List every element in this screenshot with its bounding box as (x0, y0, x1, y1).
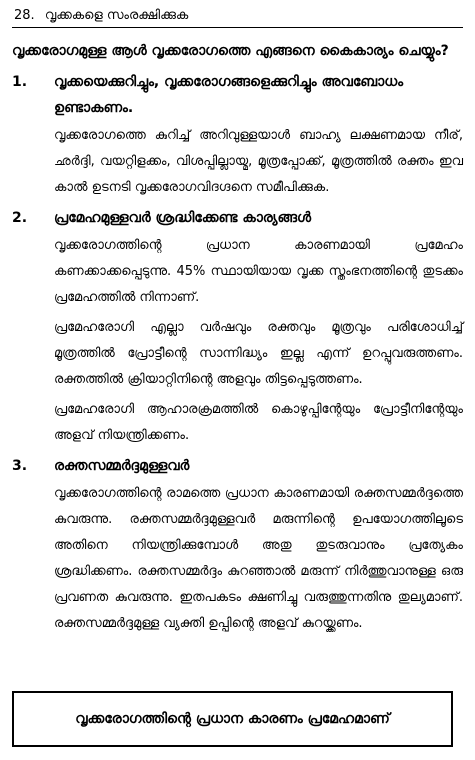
section-number: 1. (12, 74, 28, 90)
section-title: പ്രമേഹമുള്ളവർ ശ്രദ്ധിക്കേണ്ട കാര്യങ്ങൾ (54, 210, 312, 226)
question-heading: വൃക്കരോഗമുള്ള ആൾ വൃക്കരോഗത്തെ എങ്ങനെ കൈകാര്യം ചെയ്യും? (12, 43, 449, 59)
section-2 (12, 205, 463, 449)
running-header (12, 0, 463, 28)
section-heading (12, 69, 463, 121)
running-title: വൃക്കകളെ സംരക്ഷിക്കുക (44, 8, 189, 23)
section-3 (12, 453, 463, 637)
section-title: വൃക്കയെക്കുറിച്ചും, വൃക്കരോഗങ്ങളെക്കുറിച്ചും അവബോധം ഉണ്ടാകണം. (54, 74, 404, 116)
paragraph: പ്രമേഹരോഗി ആഹാരക്രമത്തിൽ കൊഴുപ്പിന്റേയും പ്രോട്ടീനിന്റേയും അളവ് നിയന്ത്രിക്കണം. (54, 402, 463, 443)
paragraph: പ്രമേഹരോഗി എല്ലാ വർഷവും രക്തവും മൂത്രവും പരിശോധിച്ച് മൂത്രത്തിൽ പ്രോട്ടീന്റെ സാന്നിദ്ധ്യം ഇല്ല എന്ന് ഉറപ്പുവരുത്തണം. രക്തത്തിൽ ക്രിയാറ്റിനിന്റെ അളവും തിട്ടപ്പെടുത്തണം. (54, 320, 463, 387)
section-1 (12, 69, 463, 201)
paragraph: വൃക്കരോഗത്തെ കുറിച്ച് അറിവുള്ളയാൾ ബാഹ്യ ലക്ഷണമായ നീര്, ഛർദ്ദി, വയറ്റിളക്കം, വിശപ്പില്ലായ്മ, മൂത്രപ്പോക്ക്, മൂത്രത്തിൽ രക്തം ഇവ കാൽ ഉടനടി വൃക്കരോഗവിദഗ്ദനെ സമീപിക്കുക. (54, 128, 463, 195)
section-heading (12, 453, 463, 479)
page-number: 28. (14, 8, 35, 23)
paragraph: വൃക്കരോഗത്തിന്റെ രാമത്തെ പ്രധാന കാരണമായി രക്തസമ്മർദ്ദത്തെ കുവരുന്നു. രക്തസമ്മർദ്ദമുള്ളവർ മരുന്നിന്റെ ഉപയോഗത്തിലൂടെ അതിനെ നിയന്ത്രിക്കുമ്പോൾ അതു തുടരുവാനും പ്രത്യേകം ശ്രദ്ധിക്കണം. രക്തസമ്മർദ്ദം കുറഞ്ഞാൽ മരുന്ന് നിർത്തുവാനുള്ള ഒരു പ്രവണത കുവരുന്നു. ഇതപകടം ക്ഷണിച്ചു വരുത്തുന്നതിനു തുല്യമാണ്. രക്തസമ്മർദ്ദമുള്ള വ്യക്തി ഉപ്പിന്റെ അളവ് കുറയ്ക്കണം. (54, 486, 463, 631)
callout-box: വൃക്കരോഗത്തിന്റെ പ്രധാന കാരണം പ്രമേഹമാണ് (12, 691, 453, 747)
section-title: രക്തസമ്മർദ്ദമുള്ളവർ (54, 458, 190, 474)
paragraph: വൃക്കരോഗത്തിന്റെ പ്രധാന കാരണമായി പ്രമേഹം കണക്കാക്കപ്പെടുന്നു. 45% സ്ഥായിയായ വൃക്ക സ്തംഭനത്തിന്റെ തുടക്കം പ്രമേഹത്തിൽ നിന്നാണ്. (54, 238, 463, 305)
section-heading (12, 205, 463, 231)
section-number: 3. (12, 458, 28, 474)
section-number: 2. (12, 210, 28, 226)
